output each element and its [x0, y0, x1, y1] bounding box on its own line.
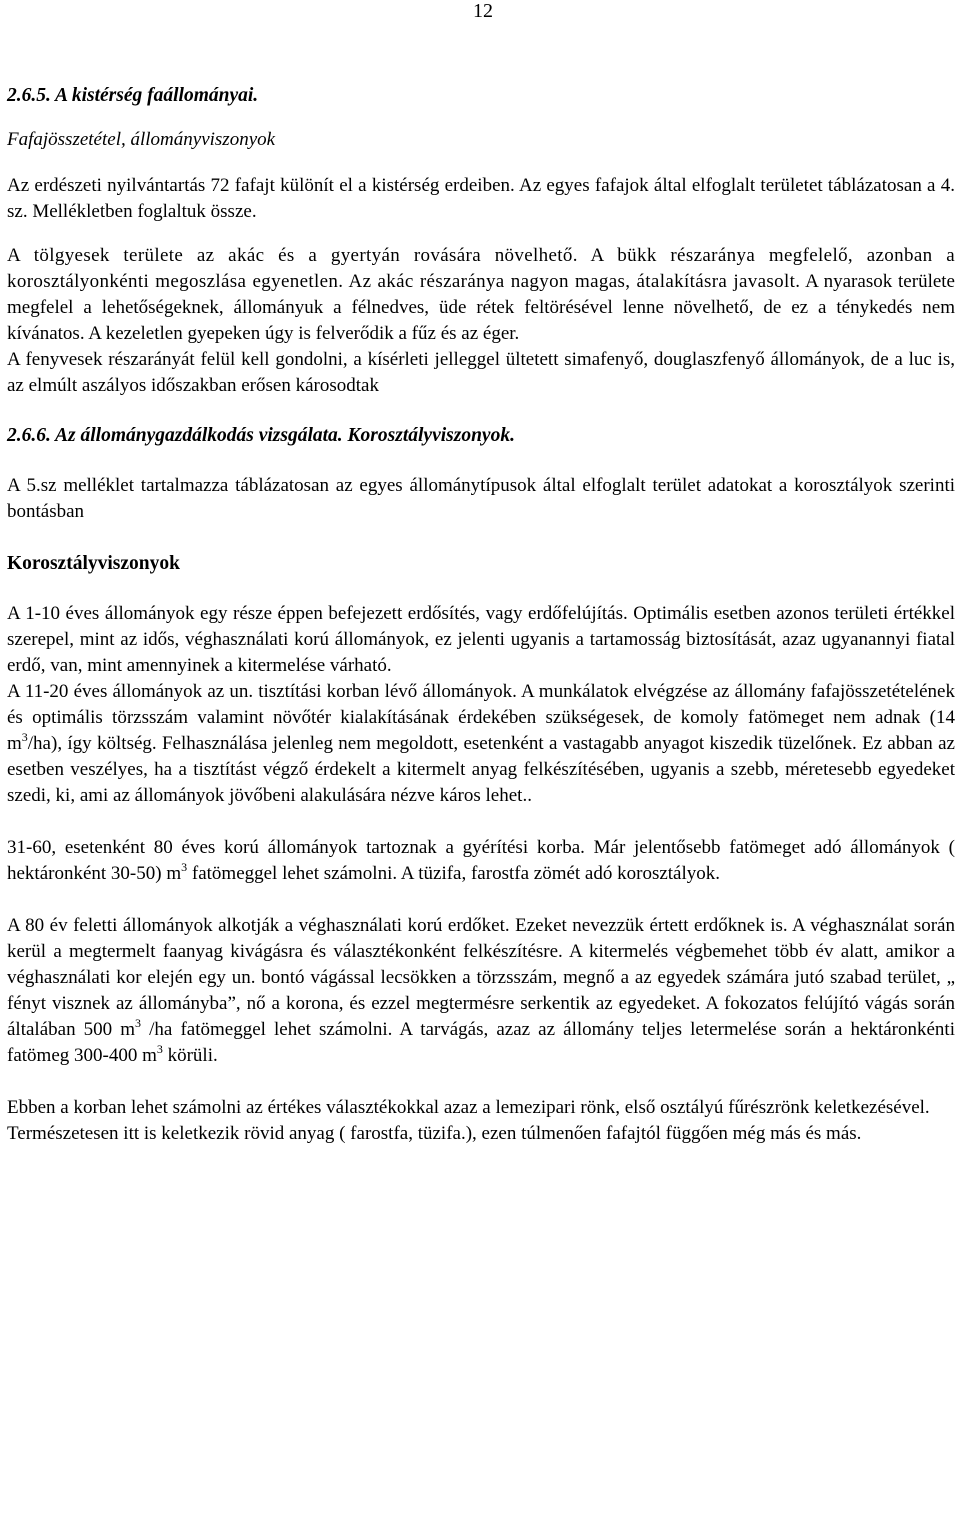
heading-age-classes: Korosztályviszonyok: [7, 553, 180, 574]
paragraph-short-material: Természetesen itt is keletkezik rövid anyag ( farostfa, tüzifa.), ezen túlmenően fafajtól függően még más és más.: [7, 1123, 862, 1144]
paragraph-annex-5: A 5.sz melléklet tartalmazza táblázatosan az egyes állománytípusok által elfoglalt terület adatokat a korosztályok szerinti bontásban: [7, 475, 955, 522]
paragraph-valuable-assortments: Ebben a korban lehet számolni az értékes választékokkal azaz a lemezipari rönk, első osztályú fűrészrönk keletkezésével.: [7, 1097, 930, 1118]
superscript: 3: [181, 860, 188, 874]
page-number: 12: [473, 0, 493, 22]
paragraph-over-80-text-b: /ha fatömeggel lehet számolni. A tarvágás, azaz az állomány teljes letermelése során a hektáronkénti fatömeg 300-400 m: [7, 1019, 955, 1066]
subheading: Fafajösszetétel, állományviszonyok: [7, 129, 276, 150]
paragraph-11-20-years: [7, 679, 955, 809]
paragraph-conifers: A fenyvesek részarányát felül kell gondolni, a kísérleti jelleggel ültetett simafenyő, douglaszfenyő állományok, de a luc is, az elmúlt aszályos időszakban erősen károsodtak: [7, 349, 955, 396]
paragraph-11-20-text-a: A 11-20 éves állományok az un. tisztítási korban lévő állományok. A munkálatok elvégzése az állomány fafajösszetételének és optimális törzsszám valamint növőtér kialakításának érdekében szükségesek, de komoly fatömeget nem adnak (14 m: [7, 681, 955, 754]
paragraph-31-60-text-a: 31-60, esetenként 80 éves korú állományok tartoznak a gyérítési korba. Már jelentősebb fatömeget adó állományok ( hektáronként 30-50) m: [7, 837, 955, 884]
paragraph-31-60-text-b: fatömeggel lehet számolni. A tüzifa, farostfa zömét adó korosztályok.: [187, 863, 721, 884]
paragraph-over-80-text-a: A 80 év feletti állományok alkotják a véghasználati korú erdőket. Ezeket nevezzük értett erdőknek is. A véghasználat során kerül a megtermelt faanyag kivágásra és választékonként felkészítésre. A kitermelés végbemehet több év alatt, amikor a véghasználati kor elején egy un. bontó vágással lecsökken a törzsszám, megnő a az egyedek számára jutó szabad terület, „ fényt visznek az állományba”, nő a korona, és ezzel megtermésre serkentik az egyedeket. A fokozatos felújító vágás során általában 500 m: [7, 915, 955, 1040]
document-body: [7, 83, 955, 1147]
paragraph-oak-beech-acacia: [7, 243, 955, 347]
section-heading: 2.6.5. A kistérség faállományai.: [7, 85, 259, 106]
superscript: 3: [156, 1042, 163, 1056]
paragraph-oak-beech-acacia-text: A tölgyesek területe az akác és a gyertyán rovására növelhető. A bükk részaránya megfelelő, azonban a korosztályonkénti megoszlása egyenetlen. Az akác részaránya nagyon magas, átalakításra javasolt.: [7, 245, 955, 292]
paragraph-species-count: Az erdészeti nyilvántartás 72 fafajt különít el a kistérség erdeiben. Az egyes fafajok által elfoglalt területet táblázatosan a 4. sz. Mellékletben foglaltuk össze.: [7, 175, 955, 222]
paragraph-11-20-text-b: /ha), így költség. Felhasználása jelenleg nem megoldott, esetenként a vastagabb anyagot kiszedik tüzelőnek. Ez abban az esetben veszélyes, ha a tisztítást végző érdekelt a kitermelt anyag felkészítésében, ugyanis a szebb, méretesebb egyedeket szedi, ki, ami az állományok jövőbeni alakulására nézve káros lehet..: [7, 733, 955, 806]
superscript: 3: [135, 1016, 142, 1030]
paragraph-31-60-years: [7, 835, 955, 887]
section-heading-2: 2.6.6. Az állománygazdálkodás vizsgálata. Korosztályviszonyok.: [7, 425, 515, 446]
paragraph-over-80-text-c: körüli.: [162, 1045, 218, 1066]
paragraph-1-10-years: A 1-10 éves állományok egy része éppen befejezett erdősítés, vagy erdőfelújítás. Optimális esetben azonos területi értékkel szerepel, mint az idős, véghasználati korú állományok, ez jelenti ugyanis a tartamosság biztosítását, azaz ugyanannyi fiatal erdő, van, mint amennyinek a kitermelése várható.: [7, 603, 955, 676]
paragraph-poplar-text: A nyarasok területe megfelel a lehetőségeknek, állományuk a félnedves, üde rétek feltörésével lenne növelhető, de ez a ténykedés nem kívánatos. A kezeletlen gyepeken úgy is felverődik a fűz és az éger.: [7, 271, 955, 344]
superscript: 3: [21, 730, 28, 744]
paragraph-over-80-years: [7, 913, 955, 1069]
